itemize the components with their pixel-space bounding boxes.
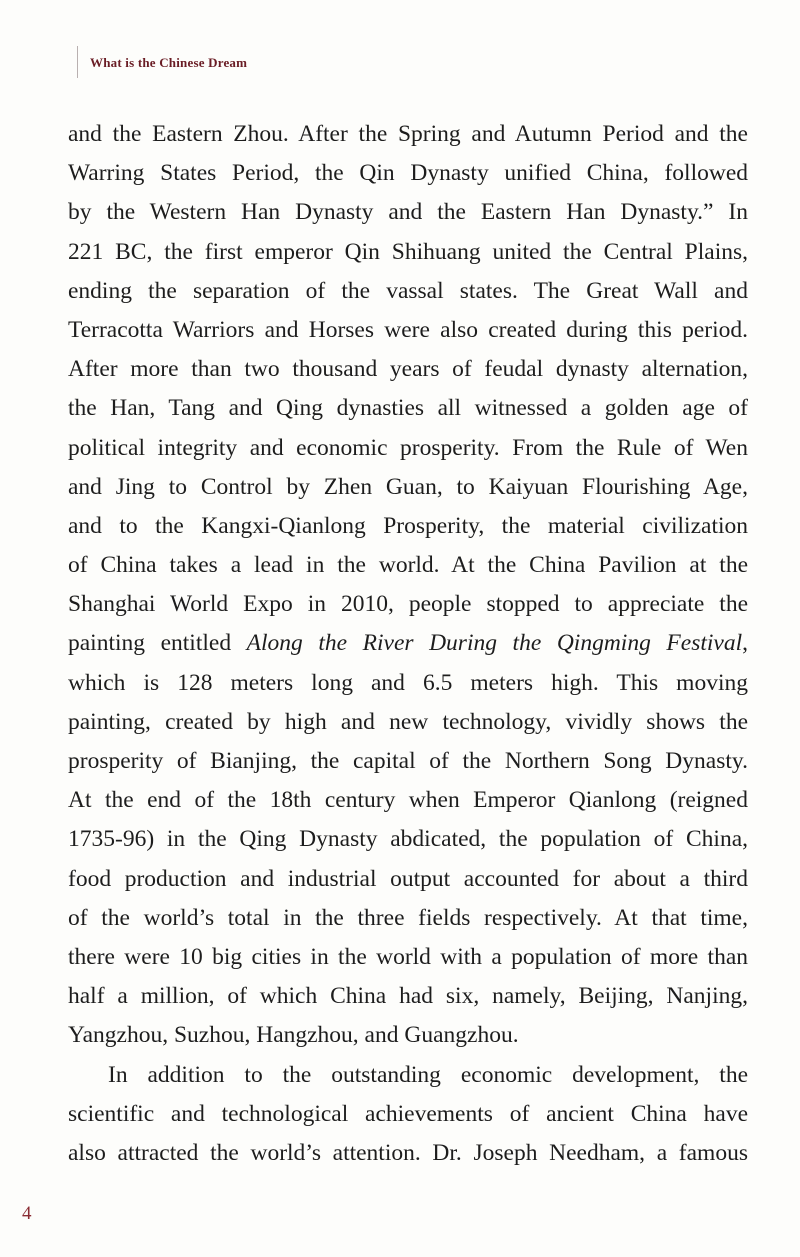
text-line: 221 BC, the first emperor Qin Shihuang united the Central Plains, [68, 238, 748, 265]
running-head-title: What is the Chinese Dream [90, 55, 248, 70]
text-line: prosperity of Bianjing, the capital of the Northern Song Dynasty. [68, 748, 748, 774]
text-line: ending the separation of the vassal states. The Great Wall and [68, 277, 748, 304]
text-line: Terracotta Warriors and Horses were also created during this period. [68, 316, 748, 343]
text-line: scientific and technological achievements of ancient China have [68, 1100, 748, 1127]
text-line: political integrity and economic prosperity. From the Rule of Wen [68, 434, 748, 461]
text-line: Shanghai World Expo in 2010, people stopped to appreciate the [68, 591, 748, 618]
text-line: Warring States Period, the Qin Dynasty unified China, followed [68, 160, 748, 187]
text-line: by the Western Han Dynasty and the Eastern Han Dynasty.” In [68, 199, 748, 226]
text-line: Yangzhou, Suzhou, Hangzhou, and Guangzhou. [68, 1022, 519, 1049]
text-line: there were 10 big cities in the world with a population of more than [68, 943, 748, 970]
text-line: of China takes a lead in the world. At the China Pavilion at the [68, 552, 748, 579]
text-line: At the end of the 18th century when Emperor Qianlong (reigned [68, 787, 748, 814]
text-line: 1735-96) in the Qing Dynasty abdicated, the population of China, [68, 826, 748, 853]
header-divider [77, 46, 78, 78]
text-line: which is 128 meters long and 6.5 meters high. This moving [68, 669, 748, 696]
text-line: painting, created by high and new technology, vividly shows the [68, 708, 748, 735]
text-line: In addition to the outstanding economic development, the [108, 1061, 748, 1088]
text-line: and the Eastern Zhou. After the Spring and Autumn Period and the [68, 121, 748, 147]
text-line-with-title [68, 624, 748, 663]
body-text [68, 115, 748, 1173]
text-line: and to the Kangxi-Qianlong Prosperity, the material civilization [68, 512, 748, 539]
artwork-title: Along the River During the Qingming Festival [246, 630, 743, 657]
text-line: the Han, Tang and Qing dynasties all witnessed a golden age of [68, 395, 748, 422]
text-line: of the world’s total in the three fields respectively. At that time, [68, 904, 748, 931]
text-line: also attracted the world’s attention. Dr. Joseph Needham, a famous [68, 1139, 748, 1166]
text-line: half a million, of which China had six, namely, Beijing, Nanjing, [68, 983, 748, 1010]
page-number: 4 [22, 1203, 32, 1224]
text-line: food production and industrial output accounted for about a third [68, 865, 748, 892]
text-segment: painting entitled [68, 630, 247, 657]
text-line: After more than two thousand years of feudal dynasty alternation, [68, 356, 748, 383]
text-line: and Jing to Control by Zhen Guan, to Kaiyuan Flourishing Age, [68, 473, 748, 500]
text-segment: , [742, 630, 748, 657]
